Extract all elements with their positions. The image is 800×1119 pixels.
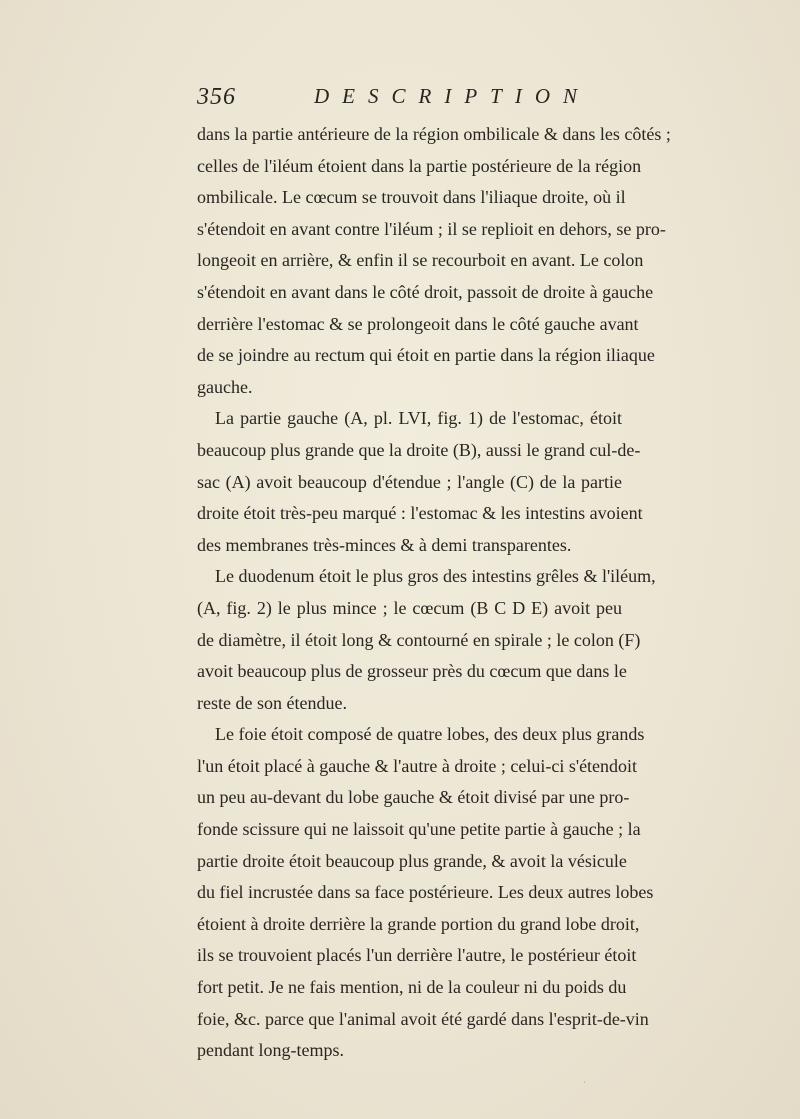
text-line: beaucoup plus grande que la droite (B), aussi le grand cul-de- [197, 439, 641, 460]
text-line: foie, &c. parce que l'animal avoit été gardé dans l'esprit-de-vin [197, 1008, 649, 1029]
text-line: de diamètre, il étoit long & contourné en spirale ; le colon (F) [197, 629, 641, 650]
pencil-mark: ˏ [583, 1074, 586, 1084]
text-line: de se joindre au rectum qui étoit en partie dans la région iliaque [197, 345, 655, 366]
text-line: un peu au-devant du lobe gauche & étoit divisé par une pro- [197, 787, 630, 808]
text-line: La partie gauche (A, pl. LVI, fig. 1) de l'estomac, étoit [215, 408, 622, 429]
text-line: s'étendoit en avant dans le côté droit, passoit de droite à gauche [197, 281, 654, 302]
body-text [197, 119, 671, 1067]
text-line: pendant long-temps. [197, 1040, 344, 1061]
page-number: 356 [197, 84, 236, 110]
text-line: longeoit en arrière, & enfin il se recourboit en avant. Le colon [197, 250, 644, 271]
text-line: droite étoit très-peu marqué : l'estomac & les intestins avoient [197, 503, 643, 524]
text-line: étoient à droite derrière la grande portion du grand lobe droit, [197, 913, 640, 934]
text-line: l'un étoit placé à gauche & l'autre à droite ; celui-ci s'étendoit [197, 755, 638, 776]
running-title: DESCRIPTION [314, 84, 590, 108]
text-line: reste de son étendue. [197, 692, 347, 713]
text-line: ils se trouvoient placés l'un derrière l'autre, le postérieur étoit [197, 945, 637, 966]
text-line: du fiel incrustée dans sa face postérieure. Les deux autres lobes [197, 882, 654, 903]
text-line: ombilicale. Le cœcum se trouvoit dans l'iliaque droite, où il [197, 187, 626, 208]
text-line: Le foie étoit composé de quatre lobes, des deux plus grands [215, 724, 645, 745]
text-line: Le duodenum étoit le plus gros des intestins grêles & l'iléum, [215, 566, 656, 587]
text-line: gauche. [197, 376, 253, 397]
text-line: fonde scissure qui ne laissoit qu'une petite partie à gauche ; la [197, 819, 641, 840]
text-line: dans la partie antérieure de la région ombilicale & dans les côtés ; [197, 124, 671, 144]
text-line: avoit beaucoup plus de grosseur près du cœcum que dans le [197, 661, 627, 682]
text-line: fort petit. Je ne fais mention, ni de la couleur ni du poids du [197, 977, 627, 998]
text-line: celles de l'iléum étoient dans la partie postérieure de la région [197, 155, 642, 176]
page-header [197, 82, 637, 116]
text-line: s'étendoit en avant contre l'iléum ; il se replioit en dehors, se pro- [197, 218, 666, 239]
text-line: (A, fig. 2) le plus mince ; le cœcum (B C D E) avoit peu [197, 597, 622, 618]
text-line: des membranes très-minces & à demi transparentes. [197, 534, 572, 555]
text-line: partie droite étoit beaucoup plus grande, & avoit la vésicule [197, 850, 627, 871]
text-line: sac (A) avoit beaucoup d'étendue ; l'angle (C) de la partie [197, 471, 622, 492]
text-line: derrière l'estomac & se prolongeoit dans le côté gauche avant [197, 313, 639, 334]
